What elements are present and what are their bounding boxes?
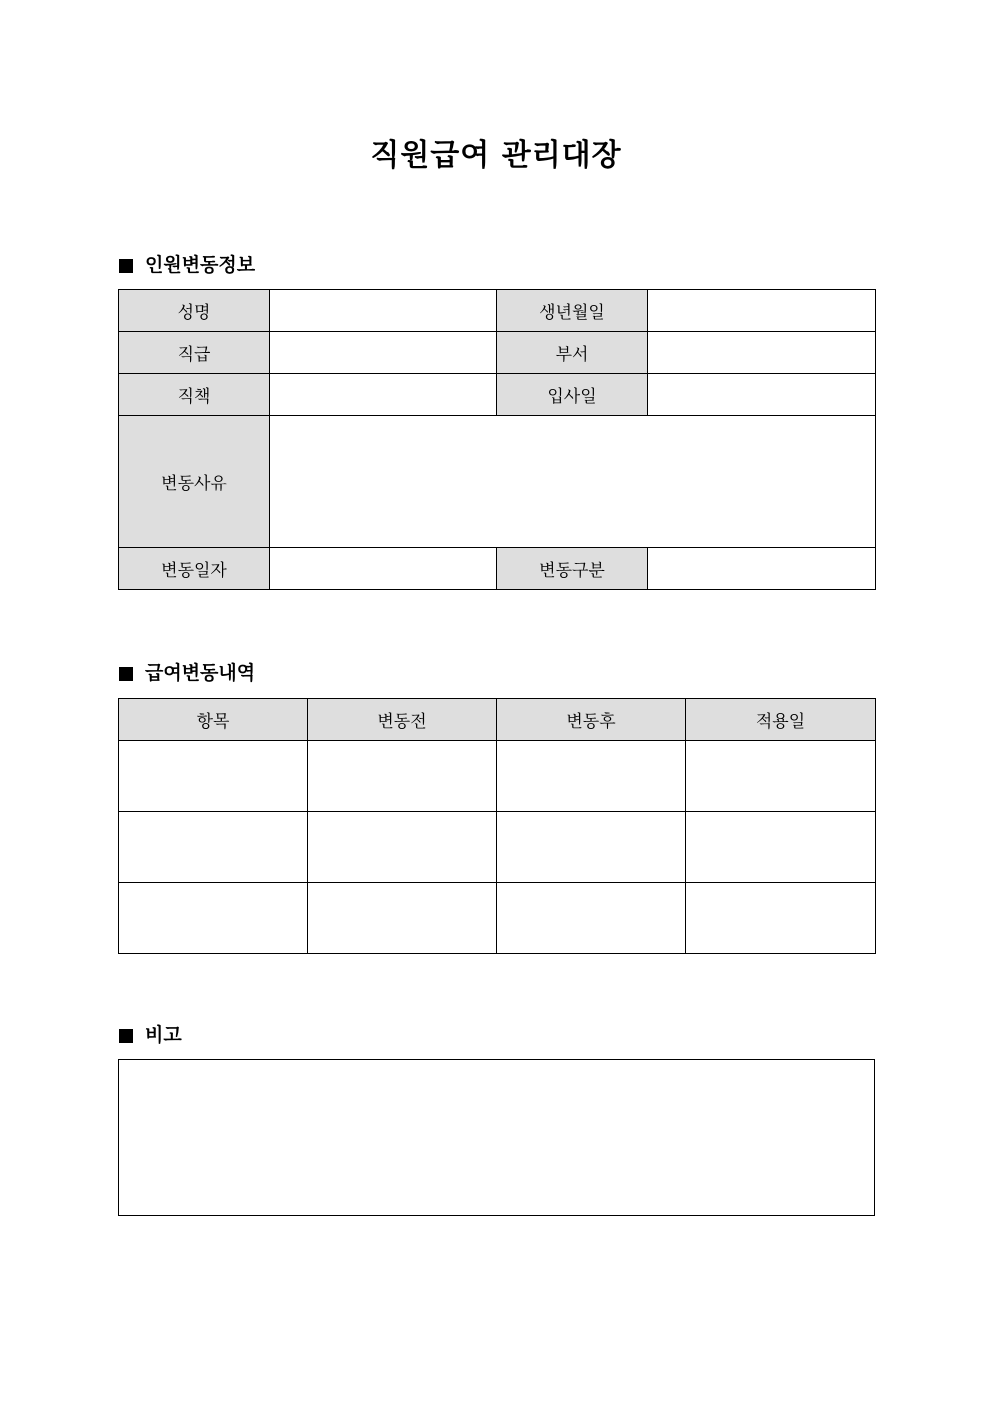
birthdate-field[interactable] [648, 290, 876, 332]
before-cell[interactable] [308, 883, 497, 954]
table-row [119, 332, 876, 374]
change-reason-label: 변동사유 [119, 416, 270, 548]
column-header-effective-date: 적용일 [686, 699, 876, 741]
grade-field[interactable] [270, 332, 497, 374]
square-bullet-icon [119, 259, 133, 273]
name-label: 성명 [119, 290, 270, 332]
column-header-item: 항목 [119, 699, 308, 741]
hire-date-field[interactable] [648, 374, 876, 416]
salary-changes-table [118, 698, 876, 954]
grade-label: 직급 [119, 332, 270, 374]
name-field[interactable] [270, 290, 497, 332]
item-cell[interactable] [119, 741, 308, 812]
position-field[interactable] [270, 374, 497, 416]
square-bullet-icon [119, 1029, 133, 1043]
table-row [119, 741, 876, 812]
effective-date-cell[interactable] [686, 812, 876, 883]
table-row [119, 812, 876, 883]
after-cell[interactable] [497, 883, 686, 954]
table-row [119, 374, 876, 416]
column-header-before: 변동전 [308, 699, 497, 741]
change-date-field[interactable] [270, 548, 497, 590]
after-cell[interactable] [497, 741, 686, 812]
section-heading-label: 인원변동정보 [145, 254, 256, 276]
table-row [119, 416, 876, 548]
section-heading-label: 급여변동내역 [145, 662, 256, 684]
section-heading-salary [119, 661, 255, 685]
after-cell[interactable] [497, 812, 686, 883]
position-label: 직책 [119, 374, 270, 416]
effective-date-cell[interactable] [686, 883, 876, 954]
table-header-row [119, 699, 876, 741]
page-title: 직원급여 관리대장 [370, 138, 622, 173]
department-label: 부서 [497, 332, 648, 374]
birthdate-label: 생년월일 [497, 290, 648, 332]
remarks-field[interactable] [118, 1059, 875, 1216]
before-cell[interactable] [308, 741, 497, 812]
personnel-info-table [118, 289, 876, 590]
table-row [119, 290, 876, 332]
change-type-field[interactable] [648, 548, 876, 590]
department-field[interactable] [648, 332, 876, 374]
effective-date-cell[interactable] [686, 741, 876, 812]
item-cell[interactable] [119, 812, 308, 883]
section-heading-personnel [119, 253, 255, 277]
section-heading-label: 비고 [145, 1024, 182, 1046]
change-date-label: 변동일자 [119, 548, 270, 590]
change-reason-field[interactable] [270, 416, 876, 548]
hire-date-label: 입사일 [497, 374, 648, 416]
square-bullet-icon [119, 667, 133, 681]
before-cell[interactable] [308, 812, 497, 883]
change-type-label: 변동구분 [497, 548, 648, 590]
table-row [119, 883, 876, 954]
table-row [119, 548, 876, 590]
item-cell[interactable] [119, 883, 308, 954]
section-heading-remarks [119, 1023, 182, 1047]
column-header-after: 변동후 [497, 699, 686, 741]
